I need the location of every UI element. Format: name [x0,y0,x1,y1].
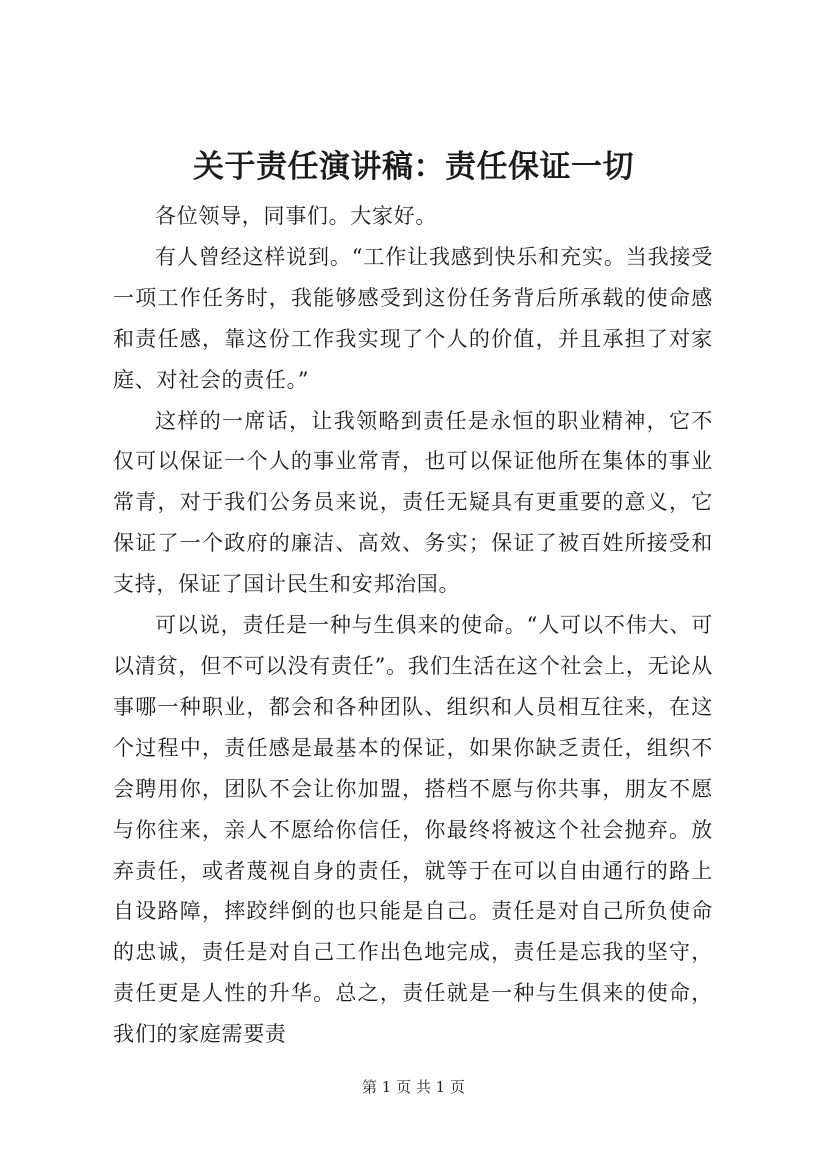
document-body [113,196,713,1055]
paragraph-quote: 有人曾经这样说到。“工作让我感到快乐和充实。当我接受一项工作任务时，我能够感受到这份任务背后所承载的使命感和责任感，靠这份工作我实现了个人的价值，并且承担了对家庭、对社会的责任。” [113,244,713,392]
paragraph-greeting: 各位领导，同事们。大家好。 [155,204,438,228]
paragraph-professional-spirit: 这样的一席话，让我领略到责任是永恒的职业精神，它不仅可以保证一个人的事业常青，也可以保证他所在集体的事业常青，对于我们公务员来说，责任无疑具有更重要的意义，它保证了一个政府的廉洁、高效、务实；保证了被百姓所接受和支持，保证了国计民生和安邦治国。 [113,408,713,597]
paragraph-mission: 可以说，责任是一种与生俱来的使命。“人可以不伟大、可以清贫，但不可以没有责任”。我们生活在这个社会上，无论从事哪一种职业，都会和各种团队、组织和人员相互往来，在这个过程中，责任感是最基本的保证，如果你缺乏责任，组织不会聘用你，团队不会让你加盟，搭档不愿与你共事，朋友不愿与你往来，亲人不愿给你信任，你最终将被这个社会抛弃。放弃责任，或者蔑视自身的责任，就等于在可以自由通行的路上自设路障，摔跤绊倒的也只能是自己。责任是对自己所负使命的忠诚，责任是对自己工作出色地完成，责任是忘我的坚守，责任更是人性的升华。总之，责任就是一种与生俱来的使命，我们的家庭需要责 [113,613,713,1047]
page-footer: 第 1 页 共 1 页 [362,1078,465,1096]
document-title: 关于责任演讲稿：责任保证一切 [193,149,634,185]
